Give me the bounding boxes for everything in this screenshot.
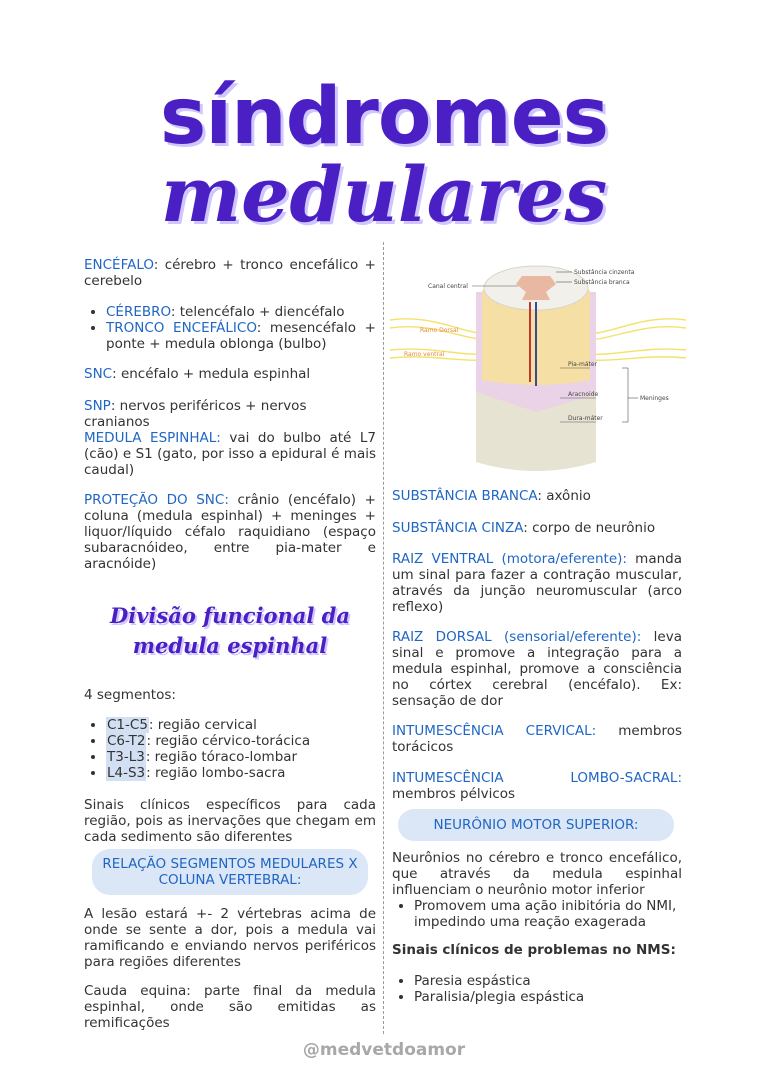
medula-term: MEDULA ESPINHAL:: [84, 430, 221, 446]
segment-code: C1-C5: [107, 717, 148, 733]
segment-code: L4-S3: [107, 765, 146, 781]
branca-paragraph: [392, 488, 682, 504]
label-ramo-ventral: Ramo ventral: [404, 351, 445, 358]
segment-text: : região lombo-sacra: [146, 765, 286, 781]
footer-handle: @medvetdoamor: [302, 1040, 466, 1060]
segment-code: T3-L3: [107, 749, 145, 765]
snc-term: SNC: [84, 366, 113, 382]
cinza-text: : corpo de neurônio: [523, 520, 656, 536]
nms-signs-title: Sinais clínicos de problemas no NMS:: [392, 942, 676, 958]
list-item: [106, 304, 376, 320]
segments-intro: 4 segmentos:: [84, 687, 176, 703]
label-canal-central: Canal central: [428, 283, 468, 290]
subtitle-line1: Divisão funcional da: [110, 603, 350, 628]
ventral-paragraph: [392, 551, 682, 615]
page-title-line2: medulares: [160, 150, 608, 239]
snp-text: : nervos periféricos + nervos cranianos: [84, 398, 307, 430]
column-divider: [383, 242, 384, 1034]
segment-text: : região cervical: [148, 717, 257, 733]
tronco-term: TRONCO ENCEFÁLICO: [106, 320, 257, 336]
nms-heading: NEURÔNIO MOTOR SUPERIOR:: [398, 809, 674, 841]
protecao-term: PROTEÇÃO DO SNC:: [84, 492, 229, 508]
list-item: [106, 765, 376, 781]
branca-term: SUBSTÂNCIA BRANCA: [392, 488, 538, 504]
cerebro-term: CÉREBRO: [106, 304, 171, 320]
dorsal-paragraph: [392, 629, 682, 709]
list-item: [106, 749, 376, 765]
section-subtitle: [84, 601, 376, 661]
lombo-paragraph: [392, 770, 682, 802]
label-substancia-branca: Substância branca: [574, 279, 630, 286]
cervical-term: INTUMESCÊNCIA CERVICAL:: [392, 723, 597, 739]
cerebro-text: : telencéfalo + diencéfalo: [170, 304, 345, 320]
cauda-paragraph: Cauda equina: parte final da medula espinhal, onde são emitidas as remificações: [84, 983, 376, 1031]
page-title-line1: síndromes: [159, 72, 609, 162]
lesao-paragraph: A lesão estará +- 2 vértebras acima de onde se sente a dor, pois a medula vai ramificando e enviando nervos periféricos para regiões diferentes: [84, 906, 376, 970]
subtitle-line2: medula espinhal: [132, 633, 328, 658]
cervical-text: membros torácicos: [392, 723, 682, 755]
relacao-line1: RELAÇÃO SEGMENTOS MEDULARES X: [102, 856, 358, 872]
list-item: [106, 320, 376, 352]
label-aracnoide: Aracnoide: [568, 391, 599, 398]
ventral-text: manda um sinal para fazer a contração muscular, através da junção neuromuscular (arco reflexo): [392, 551, 682, 615]
segment-text: : região cérvico-torácica: [146, 733, 311, 749]
encefalo-list: [84, 304, 376, 352]
list-item: • Paralisia/plegia espástica: [414, 989, 682, 1005]
encefalo-paragraph: [84, 257, 376, 289]
list-item: [106, 717, 376, 733]
label-meninges: Meninges: [640, 395, 669, 402]
lombo-term: INTUMESCÊNCIA LOMBO-SACRAL:: [392, 770, 682, 786]
lombo-text: membros pélvicos: [392, 786, 516, 802]
label-dura-mater: Dura-máter: [568, 415, 603, 422]
nms-signs-list: [392, 973, 682, 1005]
sinais-paragraph: Sinais clínicos específicos para cada região, pois as inervações que chegam em cada sedimento são diferentes: [84, 797, 376, 845]
snc-text: : encéfalo + medula espinhal: [112, 366, 311, 382]
snp-paragraph: [84, 398, 376, 430]
ventral-term: RAIZ VENTRAL (motora/eferente):: [392, 551, 627, 567]
protecao-text: crânio (encéfalo) + coluna (medula espinhal) + meninges + liquor/líquido céfalo raquidiano (espaço subaracnóideo, entre pia-mater e aracnóide): [84, 492, 376, 572]
label-ramo-dorsal: Ramo Dorsal: [420, 327, 459, 334]
label-pia-mater: Pia-máter: [568, 361, 598, 368]
branca-text: : axônio: [537, 488, 591, 504]
list-item: • Promovem uma ação inibitória do NMI, impedindo uma reação exagerada: [414, 898, 682, 930]
segments-list: [84, 717, 376, 781]
dorsal-text: leva sinal e promove a integração para a medula espinhal, promove a consciência no córtex cerebral (encéfalo). Ex: sensação de dor: [392, 629, 682, 709]
list-item: [106, 733, 376, 749]
encefalo-term: ENCÉFALO: [84, 257, 154, 273]
protecao-paragraph: [84, 492, 376, 572]
segment-text: : região tóraco-lombar: [145, 749, 298, 765]
cinza-paragraph: [392, 520, 682, 536]
list-item: • Paresia espástica: [414, 973, 682, 989]
snc-paragraph: [84, 366, 376, 382]
snp-term: SNP: [84, 398, 111, 414]
medula-paragraph: [84, 430, 376, 478]
tronco-text: : mesencéfalo + ponte + medula oblonga (bulbo): [106, 320, 376, 352]
label-substancia-cinzenta: Substância cinzenta: [574, 269, 635, 276]
relacao-heading: [92, 849, 368, 895]
cinza-term: SUBSTÂNCIA CINZA: [392, 520, 524, 536]
encefalo-text: : cérebro + tronco encefálico + cerebelo: [84, 257, 376, 289]
nms-paragraph: Neurônios no cérebro e tronco encefálico, que através da medula espinhal influenciam o neurônio motor inferior: [392, 850, 682, 898]
segment-code: C6-T2: [107, 733, 146, 749]
nms-list: [392, 898, 682, 930]
spinal-cord-diagram: [390, 262, 686, 480]
cervical-paragraph: [392, 723, 682, 755]
relacao-line2: COLUNA VERTEBRAL:: [158, 872, 302, 888]
dorsal-term: RAIZ DORSAL (sensorial/eferente):: [392, 629, 642, 645]
medula-text: vai do bulbo até L7 (cão) e S1 (gato, por isso a epidural é mais caudal): [84, 430, 376, 478]
